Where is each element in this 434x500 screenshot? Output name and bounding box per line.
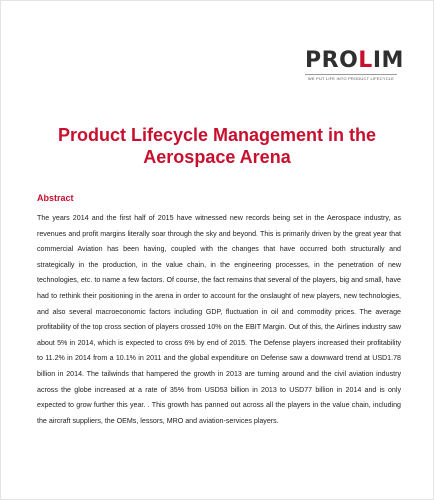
logo-wordmark <box>305 48 404 73</box>
logo-divider <box>305 74 397 75</box>
logo-tagline: WE PUT LIFE INTO PRODUCT LIFECYCLE <box>307 76 395 81</box>
abstract-heading: Abstract <box>37 193 74 203</box>
abstract-body: The years 2014 and the first half of 2015 have witnessed new records being set in the Aerospace industry, as revenues and profit margins literally soar through the sky and beyond. This is primarily driven by the great year that commercial Aviation has been having, coupled with the changes that have occurred both structurally and strategically in the production, in the value chain, in the engineering processes, in the penetration of new technologies, etc. to name a few factors. Of course, the fact remains that several of the players, big and small, have had to rethink their positioning in the arena in order to account for the onslaught of new players, new technologies, and also several macroeconomic factors including GDP, fluctuation in oil and commodity prices. The average profitability of the top cross section of players crossed 10% on the EBIT Margin. Out of this, the Airlines industry saw about 5% in 2014, which is expected to cross 6% by end of 2015. The Defense players increased their profitability to 11.2% in 2014 from a 10.1% in 2011 and the global expenditure on Defense saw a downward trend at USD1.78 billion in 2014. The tailwinds that hampered the growth in 2013 are turning around and the civil aviation industry across the globe increased at a rate of 35% from USD53 billion in 2013 to USD77 billion in 2014 and is only expected to grow further this year. . This growth has panned out across all the players in the value chain, including the aircraft suppliers, the OEMs, lessors, MRO and aviation-services players. <box>37 214 401 425</box>
logo-word-suffix: IM <box>372 48 404 73</box>
logo-word-prefix: PRO <box>305 48 359 73</box>
logo-word-accent: L <box>358 48 373 73</box>
document-title: Product Lifecycle Management in the Aerospace Arena <box>57 125 377 167</box>
prolim-logo <box>305 48 404 81</box>
